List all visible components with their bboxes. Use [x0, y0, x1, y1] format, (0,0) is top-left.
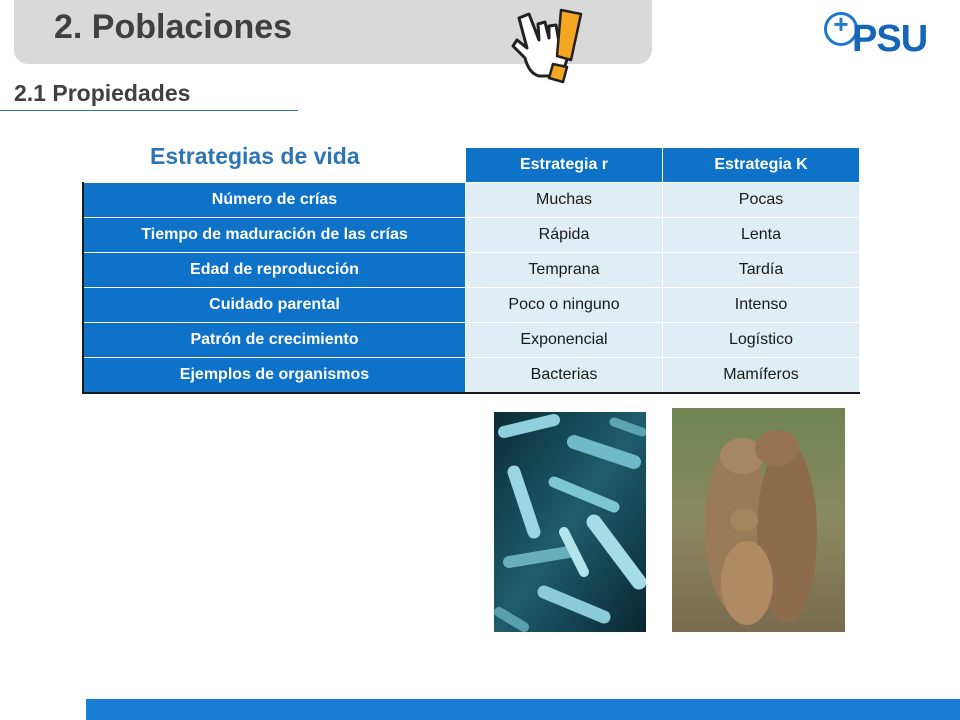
table-row [83, 183, 860, 218]
logo-plus-icon: + [833, 9, 849, 39]
cell-k: Mamíferos [663, 358, 860, 394]
table-row [83, 218, 860, 253]
column-header-k: Estrategia K [663, 148, 860, 183]
cell-r: Bacterias [466, 358, 663, 394]
column-header-r: Estrategia r [466, 148, 663, 183]
hand-exclamation-icon [505, 4, 585, 86]
row-label: Patrón de crecimiento [83, 323, 466, 358]
cell-r: Poco o ninguno [466, 288, 663, 323]
subtitle-underline [0, 110, 298, 111]
row-label: Tiempo de maduración de las crías [83, 218, 466, 253]
cell-r: Temprana [466, 253, 663, 288]
cell-k: Logístico [663, 323, 860, 358]
bacteria-photo [494, 412, 646, 632]
footer-bar [86, 699, 960, 720]
cell-r: Exponencial [466, 323, 663, 358]
page-title: 2. Poblaciones [54, 8, 293, 46]
row-label: Número de crías [83, 183, 466, 218]
table-row [83, 253, 860, 288]
cell-r: Rápida [466, 218, 663, 253]
table-row [83, 323, 860, 358]
table-row [83, 288, 860, 323]
table-row [83, 358, 860, 394]
table-header-row [83, 148, 860, 183]
cell-k: Pocas [663, 183, 860, 218]
table-corner [83, 148, 466, 183]
row-label: Edad de reproducción [83, 253, 466, 288]
psu-logo [824, 8, 936, 60]
cell-k: Lenta [663, 218, 860, 253]
cell-r: Muchas [466, 183, 663, 218]
cell-k: Tardía [663, 253, 860, 288]
row-label: Ejemplos de organismos [83, 358, 466, 394]
cell-k: Intenso [663, 288, 860, 323]
prairie-dogs-photo [672, 408, 845, 632]
section-subtitle: 2.1 Propiedades [14, 80, 191, 106]
logo-text: PSU [852, 18, 928, 60]
row-label: Cuidado parental [83, 288, 466, 323]
section-heading: Estrategias de vida [150, 143, 360, 169]
strategies-table [82, 147, 860, 394]
